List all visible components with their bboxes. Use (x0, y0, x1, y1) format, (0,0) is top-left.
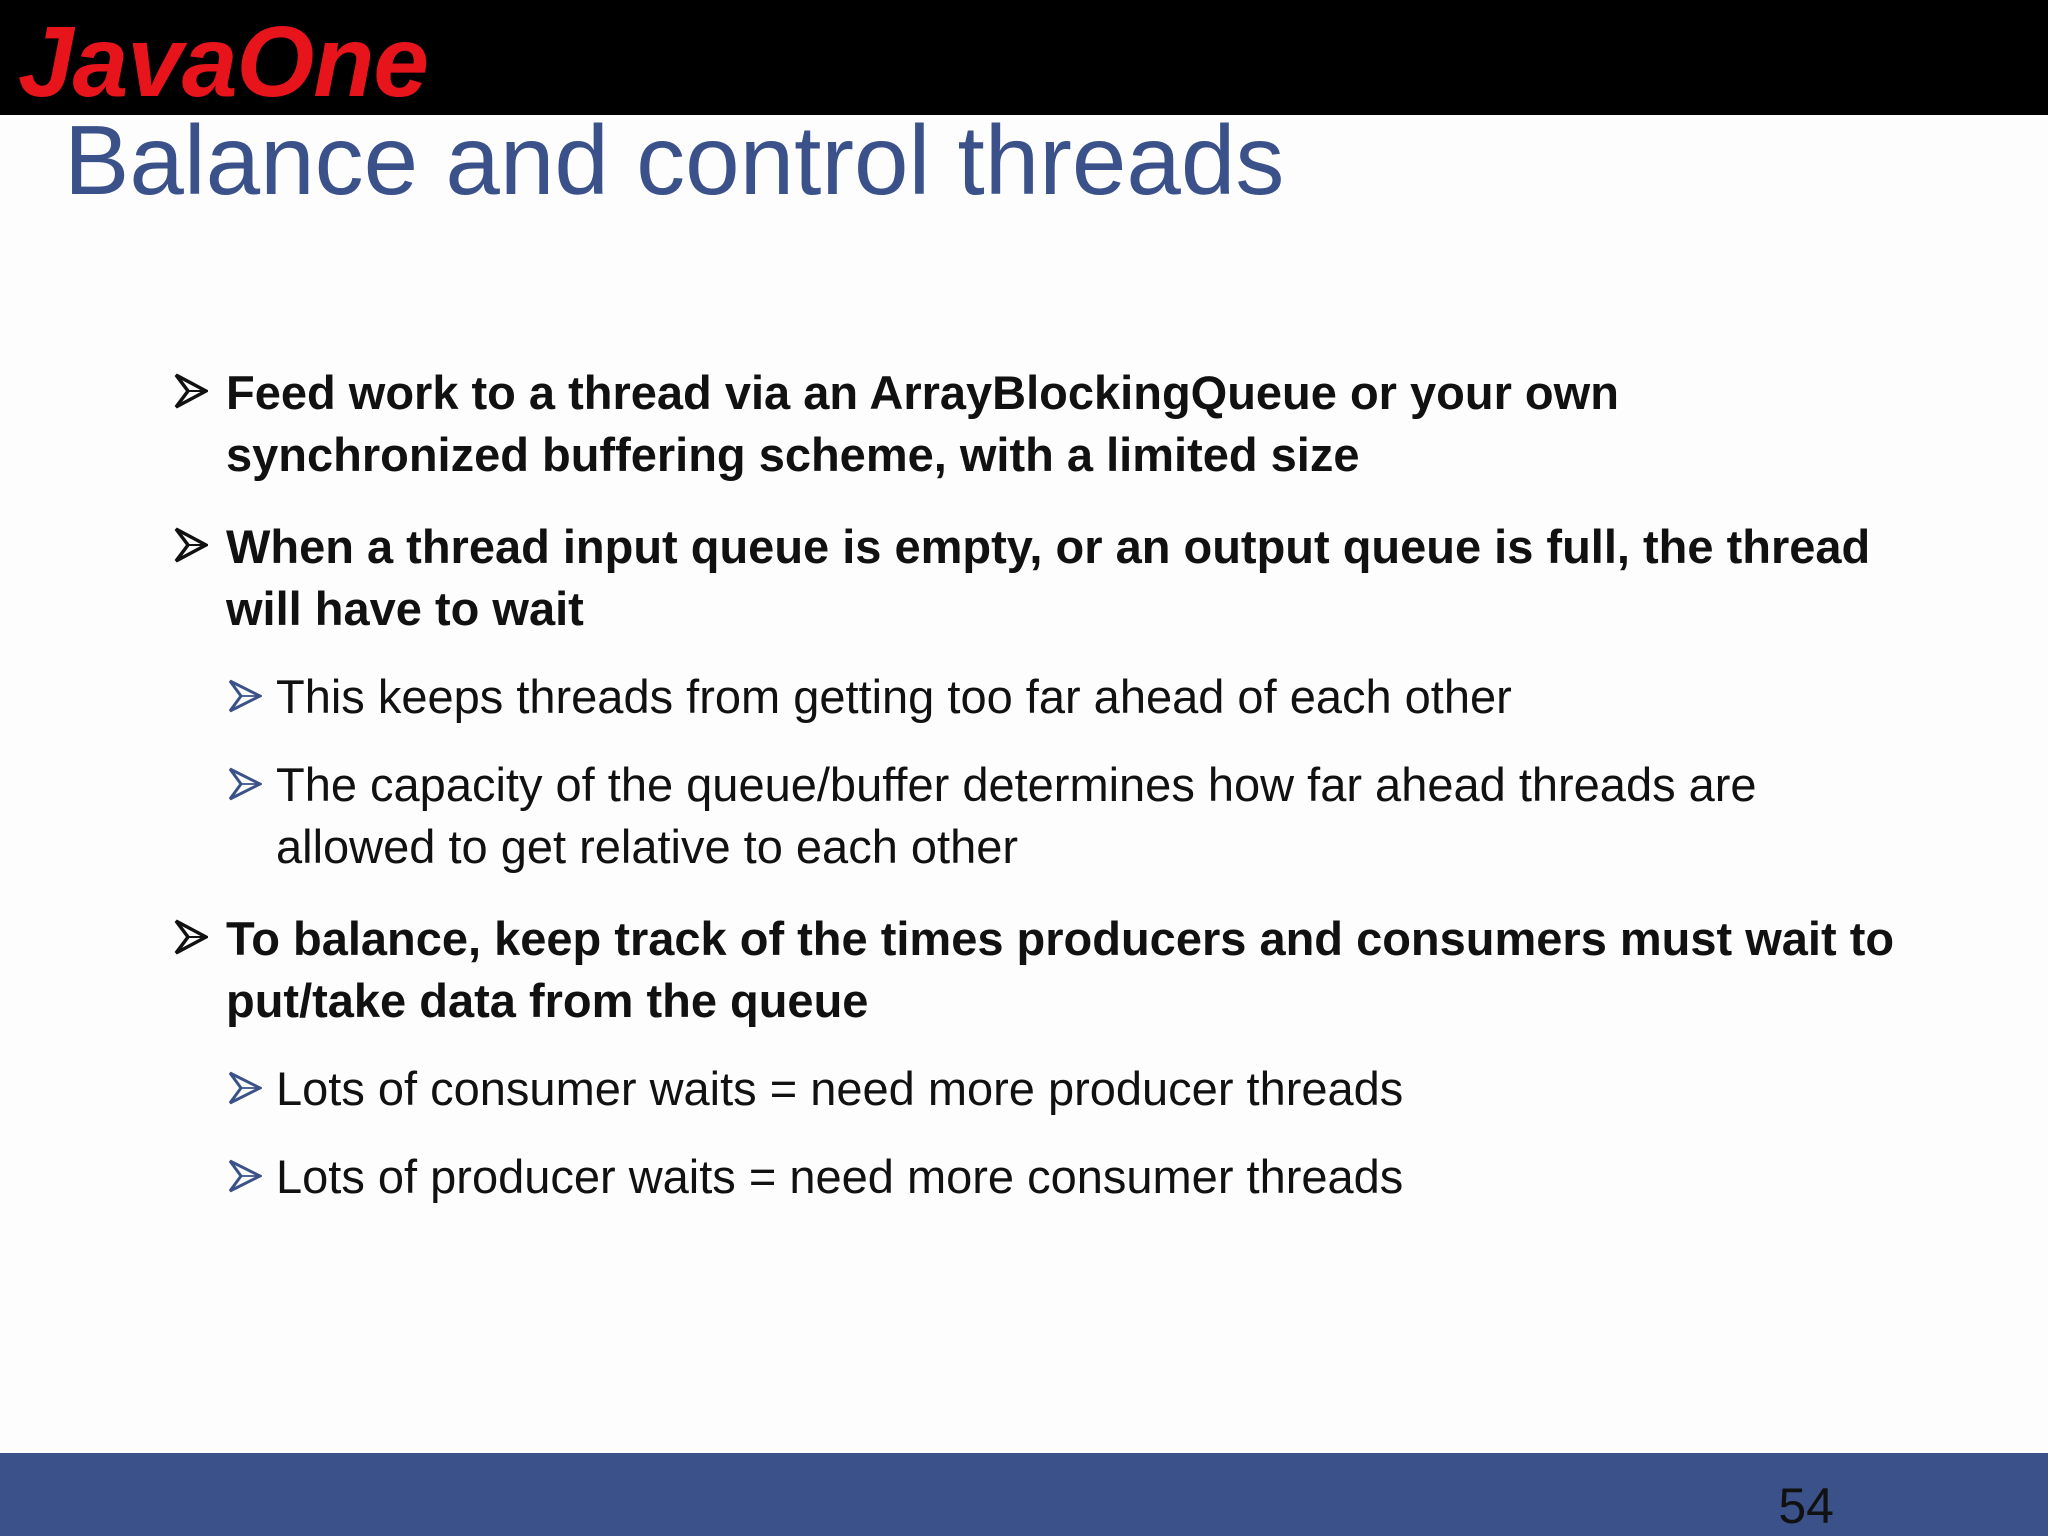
javaone-logo: JavaOne (18, 6, 428, 118)
sub-bullet-text: This keeps threads from getting too far ahead of each other (276, 670, 1512, 723)
arrowhead-bullet-icon (174, 372, 208, 410)
sub-bullet-item (170, 666, 1910, 728)
sub-bullet-text: Lots of producer waits = need more consumer threads (276, 1150, 1404, 1203)
arrowhead-sub-bullet-icon (228, 766, 262, 802)
arrowhead-sub-bullet-icon (228, 678, 262, 714)
header-bar (0, 0, 2048, 118)
bullet-item (170, 908, 1910, 1032)
bullet-list (170, 362, 1910, 1208)
bullet-item (170, 362, 1910, 486)
sub-bullet-item (170, 1058, 1910, 1120)
sub-bullet-item (170, 754, 1910, 878)
bullet-item (170, 516, 1910, 640)
arrowhead-sub-bullet-icon (228, 1158, 262, 1194)
sub-bullet-text: Lots of consumer waits = need more producer threads (276, 1062, 1404, 1115)
slide-title: Balance and control threads (64, 105, 1285, 215)
arrowhead-bullet-icon (174, 526, 208, 564)
page-number: 54 (1778, 1478, 1834, 1534)
footer-bar (0, 1453, 2048, 1536)
sub-bullet-item (170, 1146, 1910, 1208)
bullet-text: When a thread input queue is empty, or an output queue is full, the thread will have to wait (226, 520, 1871, 635)
arrowhead-bullet-icon (174, 918, 208, 956)
arrowhead-sub-bullet-icon (228, 1070, 262, 1106)
bullet-text: Feed work to a thread via an ArrayBlockingQueue or your own synchronized buffering scheme, with a limited size (226, 366, 1619, 481)
bullet-text: To balance, keep track of the times producers and consumers must wait to put/take data from the queue (226, 912, 1895, 1027)
sub-bullet-text: The capacity of the queue/buffer determines how far ahead threads are allowed to get relative to each other (276, 758, 1757, 873)
